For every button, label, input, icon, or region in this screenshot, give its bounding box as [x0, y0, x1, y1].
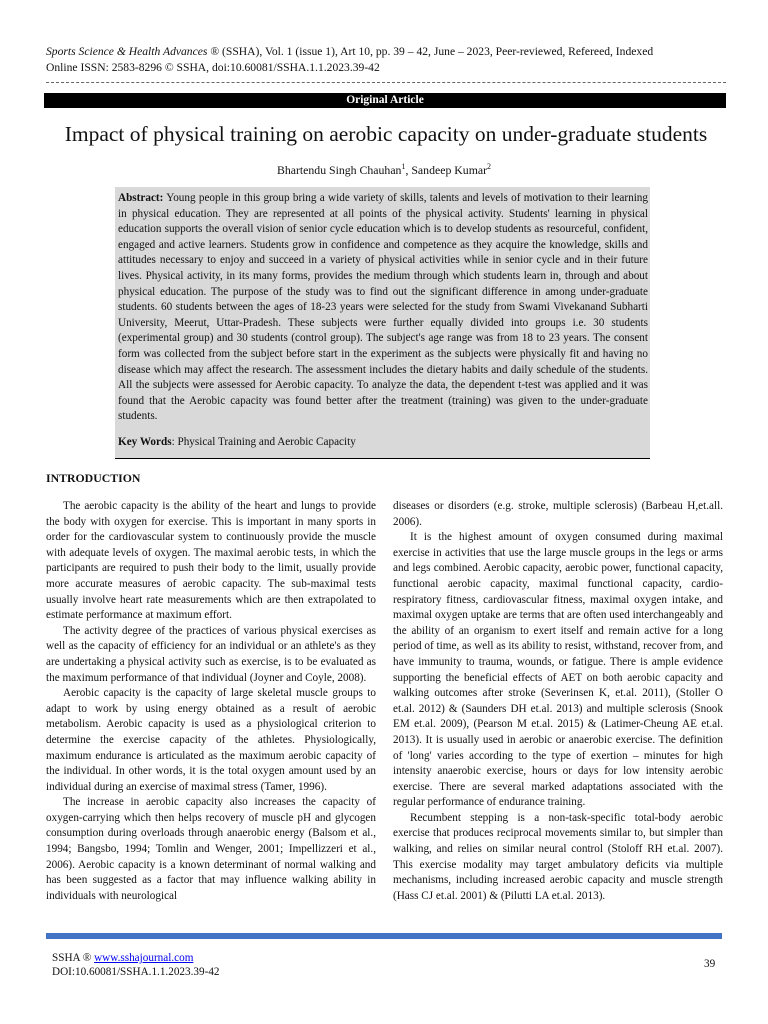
- header-divider: [46, 82, 726, 83]
- abstract-text: Young people in this group bring a wide variety of skills, talents and levels of motivation to their learning in physical education. They are represented at all points of the physical activity. Students' learning in physical education supports the overall vision of senior cycle education which is to develop students as resourceful, confident, engaged and active learners. Students grow in confidence and competence as they acquire the knowledge, skills and attitudes necessary to enjoy and succeed in a variety of physical activities while in senior cycle and in their future lives. Physical activity, in its many forms, provides the medium through which students learn in, through and about physical education. The purpose of the study was to find out the significant difference in among under-graduate students. 60 students between the ages of 18-23 years were selected for the study from Swami Vivekanand Subharti University, Meerut, Uttar-Pradesh. These subjects were further equally divided into groups i.e. 30 students (experimental group) and 30 students (control group). The subject's age range was from 18 to 23 years. The consent form was collected from the subject before start in the experiment as the subjects were physically fit and having no disease which may affect the research. The assessment includes the dietary habits and daily schedule of the students. All the subjects were assessed for Aerobic capacity. To analyze the data, the dependent t-test was applied and it was found that the Aerobic capacity was found better after the treatment (training) was given to the under-graduate students.: [118, 192, 648, 423]
- right-column: [393, 499, 723, 904]
- body-paragraph: The increase in aerobic capacity also increases the capacity of oxygen-carrying which then helps recovery of muscle pH and glycogen consumption during overloads through anaerobic energy (Balsom et al., 1994; Bangsbo, 1994; Tomlin and Wenger, 2001; Impellizzeri et al., 2006). Aerobic capacity is a known determinant of normal walking and has been suggested as a factor that may influence walking ability in individuals with neurological: [46, 796, 376, 902]
- body-paragraph: The activity degree of the practices of various physical exercises as well as the capacity of efficiency for an individual or an athlete's as they are undertaking a physical activity such as exercise, is to be evaluated as the maximum performance of that individual (Joyner and Coyle, 2008).: [46, 624, 376, 684]
- author-affiliation-mark: 1: [401, 162, 406, 171]
- footer-doi: DOI:10.60081/SSHA.1.1.2023.39-42: [52, 966, 220, 978]
- article-title: Impact of physical training on aerobic capacity on under-graduate students: [64, 122, 708, 146]
- body-paragraph: Recumbent stepping is a non-task-specific total-body aerobic exercise that produces reciprocal movements similar to, but simpler than walking, and relies on similar neural control (Stoloff RH et.al. 2007). This exercise modality may target ambulatory deficits via multiple mechanisms, including increased aerobic capacity and muscle strength (Hass CJ et.al. 2001) & (Pilutti LA et.al. 2013).: [393, 811, 723, 902]
- footer-brand-line: [52, 951, 220, 965]
- keywords-text: : Physical Training and Aerobic Capacity: [171, 435, 356, 448]
- author-name: Sandeep Kumar: [411, 162, 488, 177]
- body-paragraph: diseases or disorders (e.g. stroke, multiple sclerosis) (Barbeau H,et.all. 2006).: [393, 500, 723, 528]
- citation-line: [46, 44, 726, 60]
- abstract-label: Abstract:: [118, 192, 164, 204]
- footer-rule: [46, 933, 722, 939]
- author-list: [0, 159, 768, 178]
- author-separator: ,: [405, 162, 412, 177]
- abstract-paragraph: [118, 191, 648, 425]
- article-type-banner: Original Article: [44, 93, 726, 108]
- running-header: [46, 44, 726, 76]
- journal-name: Sports Science & Health Advances: [46, 45, 208, 58]
- section-heading-introduction: INTRODUCTION: [46, 471, 141, 485]
- body-paragraph: The aerobic capacity is the ability of the heart and lungs to provide the body with oxygen for exercise. This is important in many sports in order for the cardiovascular system to continuously provide the muscle with adequate levels of oxygen. The maximal aerobic tests, in which the participants are required to push their body to the limit, usually provide more accurate measures of aerobic capacity. The sub-maximal tests usually involve heart rate measurements which are then extrapolated to estimate performance at maximum effort.: [46, 500, 376, 622]
- author-name: Bhartendu Singh Chauhan: [276, 162, 402, 177]
- page-number: 39: [704, 958, 716, 970]
- journal-website-link[interactable]: www.sshajournal.com: [94, 952, 194, 964]
- footer-info: [52, 951, 220, 979]
- body-paragraph: Aerobic capacity is the capacity of large skeletal muscle groups to adapt to work by using energy obtained as a result of aerobic metabolism. Aerobic capacity is used as a physiological criterion to determine the exercise capacity of the athletes. Physiologically, maximum endurance is articulated as the maximum aerobic capacity of the individual. In other words, it is the total oxygen amount used by an individual during an exercise of maximal stress (Tamer, 1996).: [46, 687, 376, 793]
- keywords-line: [118, 435, 648, 451]
- citation-details: ® (SSHA), Vol. 1 (issue 1), Art 10, pp. 39 – 42, June – 2023, Peer-reviewed, Refereed, Indexed: [207, 45, 654, 58]
- body-paragraph: It is the highest amount of oxygen consumed during maximal exercise in activities that use the large muscle groups in the legs or arms and legs combined. Aerobic capacity, aerobic power, functional capacity, functional aerobic capacity, maximal functional capacity, cardio-respiratory fitness, cardiovascular fitness, maximal oxygen intake, and maximal oxygen uptake are terms that are often used interchangeably and the ability of an organism to exert itself and remain active for a long period of time, as well as its ability to resist, withstand, recover from, and have immunity to trauma, wounds, or fatigue. There is ample evidence supporting the beneficial effects of AET on both aerobic capacity and walking outcomes after stroke (Severinsen K, et.al. 2011), (Stoller O et.al. 2012) & (Saunders DH et.al. 2013) and multiple sclerosis (Snook EM et.al. 2009), (Pearson M et.al. 2015) & (Latimer-Cheung AE et.al. 2013). It is usually used in aerobic or anaerobic exercise. The definition of 'long' varies according to the type of exertion – minutes for high intensity anaerobic exercise, hours or days for low intensity aerobic exercise. There are several marked adaptations associated with the regular performance of endurance training.: [393, 531, 723, 809]
- footer-brand: SSHA ®: [52, 952, 95, 964]
- keywords-label: Key Words: [118, 435, 172, 448]
- abstract-box: [115, 187, 650, 459]
- author-affiliation-mark: 2: [487, 162, 492, 171]
- left-column: [46, 499, 376, 904]
- issn-line: Online ISSN: 2583-8296 © SSHA, doi:10.60081/SSHA.1.1.2023.39-42: [46, 61, 380, 74]
